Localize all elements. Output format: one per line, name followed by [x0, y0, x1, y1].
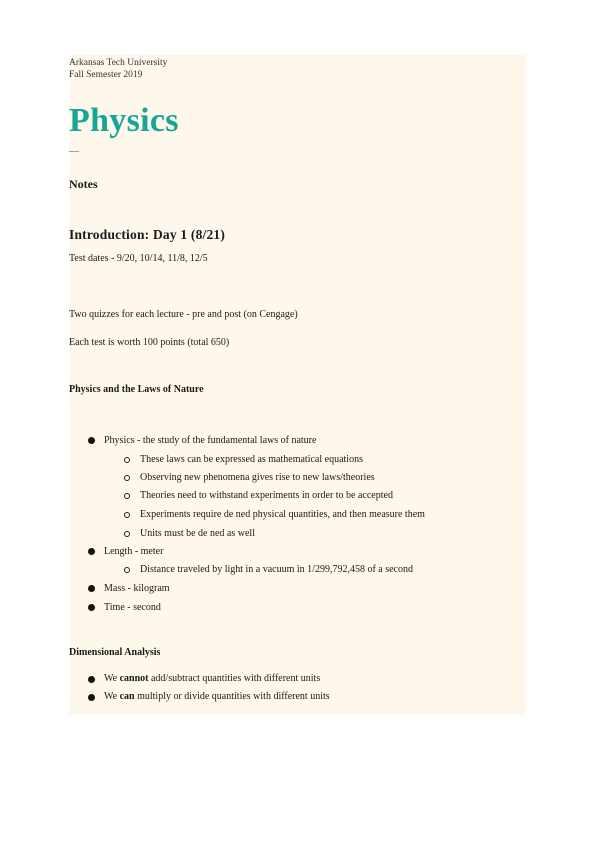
list-item: Time - second [104, 602, 161, 613]
bullet-icon [88, 694, 95, 701]
hollow-bullet-icon [124, 493, 130, 499]
laws-heading: Physics and the Laws of Nature [69, 384, 204, 395]
list-item: These laws can be expressed as mathematical equations [140, 454, 363, 465]
notes-heading: Notes [69, 177, 98, 191]
quizzes-text: Two quizzes for each lecture - pre and post (on Cengage) [69, 309, 298, 320]
list-item: Experiments require de ned physical quantities, and then measure them [140, 509, 425, 520]
bullet-icon [88, 548, 95, 555]
institution-line: Arkansas Tech University [69, 58, 168, 68]
item-suffix: multiply or divide quantities with different units [134, 691, 330, 702]
item-suffix: add/subtract quantities with different units [148, 673, 321, 684]
list-item: Theories need to withstand experiments in order to be accepted [140, 490, 393, 501]
intro-heading: Introduction: Day 1 (8/21) [69, 227, 226, 242]
title-divider: — [69, 146, 79, 157]
bullet-icon [88, 437, 95, 444]
emphasis-cannot: cannot [119, 673, 149, 684]
page-title: Physics [69, 102, 179, 139]
item-prefix: We [104, 691, 120, 702]
hollow-bullet-icon [124, 567, 130, 573]
list-item [104, 691, 330, 703]
bullet-icon [88, 585, 95, 592]
emphasis-can: can [119, 691, 135, 702]
list-item: Units must be de ned as well [140, 528, 255, 539]
list-item: Mass - kilogram [104, 583, 170, 594]
semester-line: Fall Semester 2019 [69, 70, 143, 80]
list-item: Distance traveled by light in a vacuum in 1/299,792,458 of a second [140, 564, 413, 575]
list-item [104, 673, 320, 685]
bullet-icon [88, 604, 95, 611]
list-item: Observing new phenomena gives rise to new laws/theories [140, 472, 375, 483]
list-item: Physics - the study of the fundamental laws of nature [104, 435, 317, 446]
hollow-bullet-icon [124, 475, 130, 481]
hollow-bullet-icon [124, 531, 130, 537]
hollow-bullet-icon [124, 512, 130, 518]
hollow-bullet-icon [124, 457, 130, 463]
test-dates-text: Test dates - 9/20, 10/14, 11/8, 12/5 [69, 253, 208, 264]
bullet-icon [88, 676, 95, 683]
test-worth-text: Each test is worth 100 points (total 650) [69, 337, 230, 348]
item-prefix: We [104, 673, 120, 684]
dimensional-heading: Dimensional Analysis [69, 647, 161, 658]
list-item: Length - meter [104, 546, 164, 557]
